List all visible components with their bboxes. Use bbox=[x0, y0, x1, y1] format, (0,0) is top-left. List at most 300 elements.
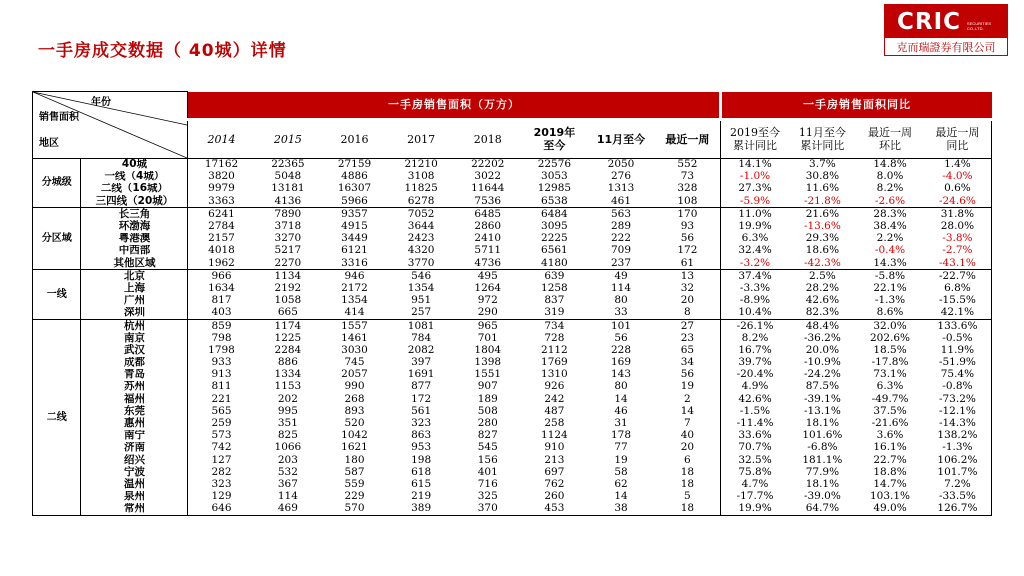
table-cell: 202 bbox=[277, 393, 298, 405]
table-cell: 19 bbox=[680, 380, 695, 393]
table-cell: 16307 bbox=[337, 182, 372, 195]
table-cell: 3770 bbox=[388, 257, 455, 270]
table-cell: 48.4% bbox=[805, 319, 840, 332]
table-cell: 2112 bbox=[541, 344, 568, 356]
table-cell: 532 bbox=[277, 466, 298, 478]
table-cell: -0.4% bbox=[874, 244, 906, 257]
table-cell: -8.9% bbox=[721, 295, 789, 307]
table-cell: 545 bbox=[477, 441, 498, 454]
table-cell: 990 bbox=[344, 380, 365, 393]
table-cell: 172 bbox=[677, 244, 698, 257]
table-cell: 20 bbox=[680, 441, 695, 454]
table-cell: 646 bbox=[188, 503, 255, 516]
table-cell: 22576 bbox=[537, 158, 572, 171]
row-name: 中西部 bbox=[81, 245, 188, 257]
table-row bbox=[33, 369, 992, 381]
table-cell: 6 bbox=[684, 454, 691, 466]
table-row bbox=[33, 233, 992, 245]
row-name: 常州 bbox=[81, 503, 188, 516]
table-cell: 728 bbox=[544, 332, 565, 344]
table-cell: -4.0% bbox=[924, 171, 992, 183]
table-cell: 46 bbox=[614, 405, 628, 417]
table-cell: 16.1% bbox=[873, 441, 907, 454]
table-cell: 19 bbox=[614, 454, 628, 466]
row-name: 惠州 bbox=[81, 417, 188, 429]
table-cell: 289 bbox=[610, 220, 632, 233]
table-cell: 29.3% bbox=[805, 232, 840, 245]
table-row bbox=[33, 478, 992, 490]
table-cell: 7890 bbox=[274, 207, 302, 220]
table-cell: 75.4% bbox=[924, 369, 992, 381]
table-cell: 3316 bbox=[321, 257, 388, 270]
table-cell: 181.1% bbox=[802, 454, 843, 466]
table-cell: 11825 bbox=[404, 182, 438, 195]
table-cell: 859 bbox=[211, 319, 232, 332]
table-cell: 22.1% bbox=[873, 282, 907, 294]
table-cell: -39.1% bbox=[803, 393, 841, 405]
table-cell: 1258 bbox=[541, 282, 568, 294]
table-cell: 4.7% bbox=[721, 478, 789, 490]
row-name: 泉州 bbox=[81, 491, 188, 503]
table-cell: 709 bbox=[610, 244, 632, 257]
table-cell: 4886 bbox=[341, 170, 368, 183]
group-label: 二线 bbox=[33, 319, 81, 515]
table-cell: 3108 bbox=[407, 170, 435, 183]
table-cell: 907 bbox=[477, 380, 498, 393]
table-cell: 143 bbox=[610, 368, 632, 381]
table-cell: -1.5% bbox=[721, 405, 789, 417]
column-header: 2014 bbox=[188, 119, 255, 158]
table-cell: 697 bbox=[544, 466, 565, 478]
table-cell: 3718 bbox=[274, 220, 302, 233]
table-cell: 198 bbox=[411, 454, 432, 466]
table-cell: -42.3% bbox=[789, 257, 857, 270]
table-cell: 62 bbox=[614, 478, 628, 490]
table-cell: 1058 bbox=[274, 294, 302, 307]
table-cell: 2050 bbox=[607, 158, 635, 171]
table-cell: -1.3% bbox=[924, 442, 992, 454]
table-cell: 319 bbox=[521, 307, 588, 320]
row-name: 40城 bbox=[81, 158, 188, 171]
table-row bbox=[33, 245, 992, 257]
table-cell: 414 bbox=[321, 307, 388, 320]
table-cell: 180 bbox=[344, 454, 365, 466]
table-cell: -0.5% bbox=[924, 332, 992, 344]
table-cell: 14.1% bbox=[721, 158, 789, 171]
table-row bbox=[33, 503, 992, 516]
table-cell: 1461 bbox=[341, 332, 368, 344]
table-cell: 3363 bbox=[188, 195, 255, 208]
table-cell: 4136 bbox=[255, 195, 322, 208]
column-header: 2019至今 累计同比 bbox=[721, 119, 789, 158]
table-cell: -13.1% bbox=[803, 405, 841, 417]
table-row bbox=[33, 466, 992, 478]
table-cell: 1962 bbox=[188, 257, 255, 270]
table-row bbox=[33, 270, 992, 283]
row-name: 北京 bbox=[81, 270, 188, 283]
table-cell: 3820 bbox=[208, 170, 235, 183]
table-cell: 1153 bbox=[274, 380, 302, 393]
table-cell: 1081 bbox=[407, 319, 435, 332]
header-area-group: 一手房销售面积（万方） bbox=[188, 92, 721, 120]
table-cell: 11.6% bbox=[805, 182, 840, 195]
table-cell: -12.1% bbox=[924, 405, 992, 417]
table-cell: 82.3% bbox=[789, 307, 857, 320]
table-cell: 995 bbox=[277, 405, 298, 417]
table-cell: 20.0% bbox=[805, 344, 840, 356]
corner-metric-label: 销售面积 bbox=[39, 112, 79, 123]
table-cell: 49 bbox=[614, 269, 628, 282]
table-cell: 58 bbox=[614, 466, 628, 478]
table-cell: 6121 bbox=[341, 244, 368, 257]
column-header: 2018 bbox=[454, 119, 521, 158]
table-cell: 745 bbox=[344, 356, 365, 369]
group-label: 分城级 bbox=[33, 158, 81, 208]
table-cell: 138.2% bbox=[924, 430, 992, 442]
table-cell: 40 bbox=[680, 429, 695, 442]
table-cell: 7.2% bbox=[924, 478, 992, 490]
table-cell: 2.5% bbox=[809, 269, 836, 282]
table-cell: 587 bbox=[344, 466, 365, 478]
table-cell: -21.8% bbox=[789, 195, 857, 208]
table-cell: 784 bbox=[411, 332, 432, 344]
table-cell: 73.1% bbox=[873, 368, 907, 381]
table-cell: -36.2% bbox=[803, 332, 841, 344]
table-cell: 6484 bbox=[541, 207, 568, 220]
table-cell: 70.7% bbox=[721, 442, 789, 454]
table-cell: 13 bbox=[680, 269, 695, 282]
table-cell: -1.3% bbox=[874, 294, 906, 307]
table-cell: -26.1% bbox=[721, 319, 789, 332]
column-header: 11月至今 累计同比 bbox=[789, 119, 857, 158]
table-cell: -24.2% bbox=[803, 368, 841, 381]
table-cell: 6561 bbox=[541, 244, 568, 257]
table-cell: 639 bbox=[544, 269, 565, 282]
table-cell: 37.5% bbox=[873, 405, 907, 417]
table-cell: 1354 bbox=[341, 294, 368, 307]
column-header: 最近一周 bbox=[654, 119, 721, 158]
table-cell: 14.7% bbox=[873, 478, 907, 490]
table-row bbox=[33, 295, 992, 307]
table-row bbox=[33, 171, 992, 183]
table-cell: 17162 bbox=[204, 158, 239, 171]
table-cell: 1634 bbox=[208, 282, 235, 294]
table-cell: 7 bbox=[684, 417, 691, 430]
table-cell: 2284 bbox=[274, 344, 302, 356]
table-cell: 6485 bbox=[474, 207, 502, 220]
table-cell: 325 bbox=[477, 490, 498, 503]
table-row bbox=[33, 357, 992, 369]
table-cell: 762 bbox=[544, 478, 565, 490]
table-cell: 1354 bbox=[407, 282, 435, 294]
table-cell: 14.8% bbox=[873, 158, 907, 171]
table-cell: 933 bbox=[211, 356, 232, 369]
table-row bbox=[33, 307, 992, 320]
table-cell: -13.6% bbox=[803, 220, 841, 233]
table-row bbox=[33, 405, 992, 417]
table-cell: 32.5% bbox=[721, 454, 789, 466]
table-cell: -3.3% bbox=[721, 282, 789, 294]
table-cell: 2860 bbox=[474, 220, 502, 233]
table-cell: 2057 bbox=[341, 368, 368, 381]
table-cell: 913 bbox=[211, 368, 232, 381]
table-cell: 28.0% bbox=[924, 220, 992, 232]
table-cell: 114 bbox=[277, 490, 298, 503]
table-cell: 203 bbox=[277, 454, 298, 466]
table-cell: 1174 bbox=[274, 319, 302, 332]
table-cell: 469 bbox=[255, 503, 322, 516]
table-cell: 461 bbox=[588, 195, 655, 208]
table-cell: 563 bbox=[610, 207, 632, 220]
table-cell: 189 bbox=[477, 393, 498, 405]
table-cell: 169 bbox=[610, 356, 632, 369]
table-cell: 367 bbox=[277, 478, 298, 490]
table-cell: 665 bbox=[255, 307, 322, 320]
table-row bbox=[33, 183, 992, 195]
table-cell: 877 bbox=[411, 380, 432, 393]
table-cell: 114 bbox=[610, 282, 632, 294]
table-cell: 3.6% bbox=[876, 429, 904, 442]
table-row bbox=[33, 158, 992, 171]
row-name: 上海 bbox=[81, 282, 188, 294]
table-cell: 546 bbox=[411, 269, 432, 282]
row-name: 南京 bbox=[81, 332, 188, 344]
column-header: 最近一周 环比 bbox=[856, 119, 924, 158]
table-cell: -17.7% bbox=[721, 491, 789, 503]
table-cell: 2410 bbox=[474, 232, 502, 245]
table-cell: 8 bbox=[654, 307, 721, 320]
row-name: 温州 bbox=[81, 478, 188, 490]
table-cell: 129 bbox=[211, 490, 232, 503]
table-cell: 16.7% bbox=[721, 344, 789, 356]
table-row bbox=[33, 208, 992, 221]
table-cell: 910 bbox=[544, 441, 565, 454]
table-cell: 6538 bbox=[521, 195, 588, 208]
table-cell: 22202 bbox=[471, 158, 505, 171]
table-cell: 3.7% bbox=[809, 158, 836, 171]
table-cell: 946 bbox=[344, 269, 365, 282]
table-cell: 1398 bbox=[474, 356, 502, 369]
table-cell: 2082 bbox=[407, 344, 435, 356]
table-cell: 734 bbox=[544, 319, 565, 332]
table-cell: 1042 bbox=[341, 429, 368, 442]
table-cell: -15.5% bbox=[924, 295, 992, 307]
table-cell: 966 bbox=[211, 269, 232, 282]
table-cell: 260 bbox=[544, 490, 565, 503]
table-row bbox=[33, 282, 992, 294]
table-row bbox=[33, 491, 992, 503]
table-row bbox=[33, 195, 992, 208]
table-cell: 38 bbox=[588, 503, 655, 516]
table-cell: 14 bbox=[614, 490, 628, 503]
table-cell: 222 bbox=[610, 232, 632, 245]
table-cell: 1124 bbox=[541, 429, 568, 442]
table-cell: 323 bbox=[211, 478, 232, 490]
table-cell: 276 bbox=[610, 170, 632, 183]
table-cell: 837 bbox=[544, 294, 565, 307]
table-cell: 18.6% bbox=[805, 244, 840, 257]
table-cell: 6.3% bbox=[721, 233, 789, 245]
table-cell: -49.7% bbox=[871, 393, 909, 405]
row-name: 杭州 bbox=[81, 319, 188, 332]
table-cell: 219 bbox=[411, 490, 432, 503]
table-cell: 397 bbox=[411, 356, 432, 369]
row-name: 成都 bbox=[81, 357, 188, 369]
table-cell: 618 bbox=[411, 466, 432, 478]
table-cell: 61 bbox=[654, 257, 721, 270]
table-cell: 21.6% bbox=[805, 207, 840, 220]
table-cell: 18.1% bbox=[805, 417, 840, 430]
table-cell: 965 bbox=[477, 319, 498, 332]
table-cell: 565 bbox=[211, 405, 232, 417]
table-cell: 14.3% bbox=[856, 257, 924, 270]
table-cell: 972 bbox=[477, 294, 498, 307]
table-cell: 3644 bbox=[407, 220, 435, 233]
table-cell: 453 bbox=[521, 503, 588, 516]
column-header: 2016 bbox=[321, 119, 388, 158]
header-corner bbox=[33, 92, 188, 159]
table-cell: 9979 bbox=[208, 182, 235, 195]
table-cell: 1557 bbox=[341, 319, 368, 332]
table-cell: 56 bbox=[680, 232, 695, 245]
table-cell: 401 bbox=[477, 466, 498, 478]
row-name: 二线（16城） bbox=[81, 183, 188, 195]
table-cell: 229 bbox=[344, 490, 365, 503]
header-yoy-group: 一手房销售面积同比 bbox=[721, 92, 992, 120]
table-row bbox=[33, 257, 992, 270]
table-cell: 6.3% bbox=[876, 380, 904, 393]
table-cell: 18 bbox=[680, 466, 695, 478]
table-cell: 1066 bbox=[274, 441, 302, 454]
table-cell: 19.9% bbox=[721, 220, 789, 232]
table-cell: 282 bbox=[211, 466, 232, 478]
table-cell: 27159 bbox=[337, 158, 372, 171]
table-cell: 1310 bbox=[541, 368, 568, 381]
table-cell: -11.4% bbox=[721, 417, 789, 429]
table-cell: -2.7% bbox=[924, 245, 992, 257]
table-cell: -22.7% bbox=[924, 270, 992, 283]
table-cell: 101 bbox=[610, 319, 632, 332]
row-name: 南宁 bbox=[81, 430, 188, 442]
table-cell: -1.0% bbox=[721, 171, 789, 183]
logo-wordmark: CRIC bbox=[897, 8, 962, 35]
table-cell: 14 bbox=[680, 405, 695, 417]
table-cell: 951 bbox=[411, 294, 432, 307]
table-cell: 221 bbox=[211, 393, 232, 405]
table-cell: 56 bbox=[680, 368, 695, 381]
table-cell: 101.6% bbox=[802, 429, 843, 442]
table-row bbox=[33, 381, 992, 393]
table-cell: 202.6% bbox=[869, 332, 911, 344]
table-cell: 4736 bbox=[454, 257, 521, 270]
table-cell: -3.2% bbox=[721, 257, 789, 270]
table-cell: -20.4% bbox=[721, 369, 789, 381]
table-cell: 18 bbox=[680, 478, 695, 490]
table-cell: 351 bbox=[277, 417, 298, 430]
table-cell: 893 bbox=[344, 405, 365, 417]
table-cell: -51.9% bbox=[924, 357, 992, 369]
table-cell: 495 bbox=[477, 269, 498, 282]
table-row bbox=[33, 454, 992, 466]
table-cell: 323 bbox=[411, 417, 432, 430]
row-name: 济南 bbox=[81, 442, 188, 454]
table-cell: 6.8% bbox=[924, 282, 992, 294]
table-row bbox=[33, 332, 992, 344]
table-cell: 9357 bbox=[341, 207, 368, 220]
table-cell: 56 bbox=[614, 332, 628, 344]
column-header: 2015 bbox=[255, 119, 322, 158]
table-cell: 103.1% bbox=[869, 490, 911, 503]
table-cell: 817 bbox=[211, 294, 232, 307]
table-cell: 1804 bbox=[474, 344, 502, 356]
table-cell: 27.3% bbox=[721, 183, 789, 195]
table-cell: 2 bbox=[684, 393, 691, 405]
table-cell: 2172 bbox=[341, 282, 368, 294]
table-row bbox=[33, 417, 992, 429]
table-cell: 106.2% bbox=[924, 454, 992, 466]
column-header: 最近一周 同比 bbox=[924, 119, 992, 158]
row-name: 粤港澳 bbox=[81, 233, 188, 245]
corner-region-label: 地区 bbox=[39, 138, 59, 149]
table-cell: 8.6% bbox=[856, 307, 924, 320]
table-cell: 863 bbox=[411, 429, 432, 442]
table-cell: 65 bbox=[680, 344, 695, 356]
row-name: 环渤海 bbox=[81, 220, 188, 232]
table-cell: 1551 bbox=[474, 368, 502, 381]
table-cell: 12985 bbox=[537, 182, 572, 195]
table-cell: 520 bbox=[344, 417, 365, 430]
table-cell: 4.9% bbox=[721, 381, 789, 393]
table-cell: 280 bbox=[477, 417, 498, 430]
row-name: 武汉 bbox=[81, 344, 188, 356]
table-cell: 8.2% bbox=[721, 332, 789, 344]
table-cell: 18.8% bbox=[873, 466, 907, 478]
row-name: 绍兴 bbox=[81, 454, 188, 466]
table-cell: -2.6% bbox=[856, 195, 924, 208]
row-name: 三四线（20城） bbox=[81, 195, 188, 208]
table-cell: 80 bbox=[614, 294, 628, 307]
table-row bbox=[33, 319, 992, 332]
table-cell: 93 bbox=[680, 220, 695, 233]
table-cell: 328 bbox=[677, 182, 698, 195]
table-cell: 2157 bbox=[208, 232, 235, 245]
table-cell: 18.1% bbox=[805, 478, 840, 490]
table-cell: 2.2% bbox=[876, 232, 904, 245]
table-cell: 926 bbox=[544, 380, 565, 393]
table-cell: 21210 bbox=[404, 158, 438, 171]
table-cell: 1798 bbox=[208, 344, 235, 356]
table-cell: 4180 bbox=[521, 257, 588, 270]
row-name: 深圳 bbox=[81, 307, 188, 320]
table-cell: 259 bbox=[211, 417, 232, 430]
table-cell: 37.4% bbox=[721, 270, 789, 283]
table-cell: 32 bbox=[680, 282, 695, 294]
table-cell: 32.0% bbox=[873, 319, 907, 332]
table-cell: 561 bbox=[411, 405, 432, 417]
table-cell: -21.6% bbox=[871, 417, 909, 430]
table-cell: 886 bbox=[277, 356, 298, 369]
table-row bbox=[33, 220, 992, 232]
table-cell: 31 bbox=[614, 417, 628, 430]
table-cell: 953 bbox=[411, 441, 432, 454]
table-cell: 237 bbox=[588, 257, 655, 270]
table-cell: 30.8% bbox=[805, 170, 840, 183]
table-cell: 7052 bbox=[407, 207, 435, 220]
table-cell: 75.8% bbox=[721, 466, 789, 478]
table-cell: 3095 bbox=[541, 220, 568, 233]
group-label: 一线 bbox=[33, 270, 81, 320]
table-cell: 290 bbox=[454, 307, 521, 320]
